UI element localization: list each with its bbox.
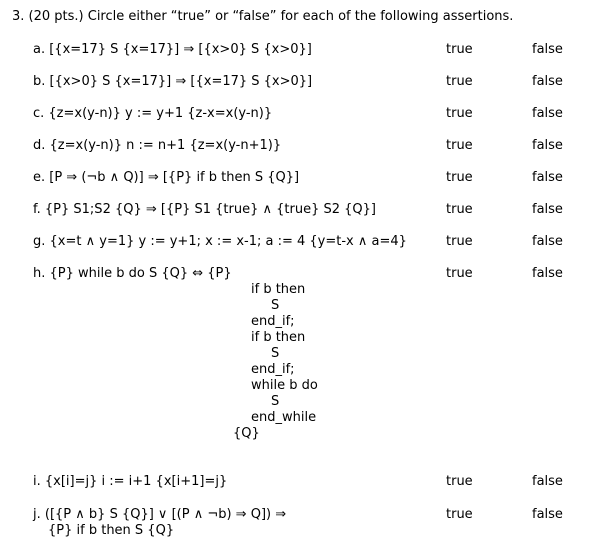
assertion-j: j. ([{P ∧ b} S {Q}] ∨ [(P ∧ ¬b) ⇒ Q]) ⇒ (33, 507, 287, 522)
assertion-g-true-option[interactable]: true (446, 234, 473, 249)
assertion-h: h. {P} while b do S {Q} ⇔ {P} (33, 266, 232, 281)
assertion-a: a. [{x=17} S {x=17}] ⇒ [{x>0} S {x>0}] (33, 42, 312, 57)
assertion-h-true-option[interactable]: true (446, 266, 473, 281)
h-code-line: if b then (251, 282, 306, 297)
assertion-a-true-option[interactable]: true (446, 42, 473, 57)
assertion-c-false-option[interactable]: false (532, 106, 563, 121)
assertion-g-false-option[interactable]: false (532, 234, 563, 249)
h-code-line: end_if; (251, 362, 295, 377)
assertion-j-false-option[interactable]: false (532, 507, 563, 522)
assertion-b: b. [{x>0} S {x=17}] ⇒ [{x=17} S {x>0}] (33, 74, 313, 89)
assertion-i-true-option[interactable]: true (446, 474, 473, 489)
assertion-j-continuation: {P} if b then S {Q} (48, 523, 175, 538)
assertion-e-false-option[interactable]: false (532, 170, 563, 185)
h-code-line: end_while (251, 410, 317, 425)
assertion-f-false-option[interactable]: false (532, 202, 563, 217)
assertion-f: f. {P} S1;S2 {Q} ⇒ [{P} S1 {true} ∧ {true} S2 {Q}] (33, 202, 376, 217)
question-heading: 3. (20 pts.) Circle either “true” or “false” for each of the following assertions. (12, 9, 514, 24)
assertion-b-true-option[interactable]: true (446, 74, 473, 89)
assertion-i-false-option[interactable]: false (532, 474, 563, 489)
h-code-line: S (271, 394, 280, 409)
assertion-d: d. {z=x(y-n)} n := n+1 {z=x(y-n+1)} (33, 138, 282, 153)
assertion-b-false-option[interactable]: false (532, 74, 563, 89)
assertion-d-false-option[interactable]: false (532, 138, 563, 153)
h-code-line: {Q} (233, 426, 260, 441)
assertion-c: c. {z=x(y-n)} y := y+1 {z-x=x(y-n)} (33, 106, 273, 121)
assertion-e: e. [P ⇒ (¬b ∧ Q)] ⇒ [{P} if b then S {Q}] (33, 170, 300, 185)
h-code-line: end_if; (251, 314, 295, 329)
h-code-line: if b then (251, 330, 306, 345)
h-code-line: S (271, 298, 280, 313)
assertion-g: g. {x=t ∧ y=1} y := y+1; x := x-1; a := 4 {y=t-x ∧ a=4} (33, 234, 407, 249)
assertion-c-true-option[interactable]: true (446, 106, 473, 121)
assertion-i: i. {x[i]=j} i := i+1 {x[i+1]=j} (33, 474, 228, 489)
assertion-f-true-option[interactable]: true (446, 202, 473, 217)
assertion-j-true-option[interactable]: true (446, 507, 473, 522)
h-code-line: while b do (251, 378, 318, 393)
assertion-h-false-option[interactable]: false (532, 266, 563, 281)
assertion-a-false-option[interactable]: false (532, 42, 563, 57)
assertion-d-true-option[interactable]: true (446, 138, 473, 153)
assertion-e-true-option[interactable]: true (446, 170, 473, 185)
h-code-line: S (271, 346, 280, 361)
